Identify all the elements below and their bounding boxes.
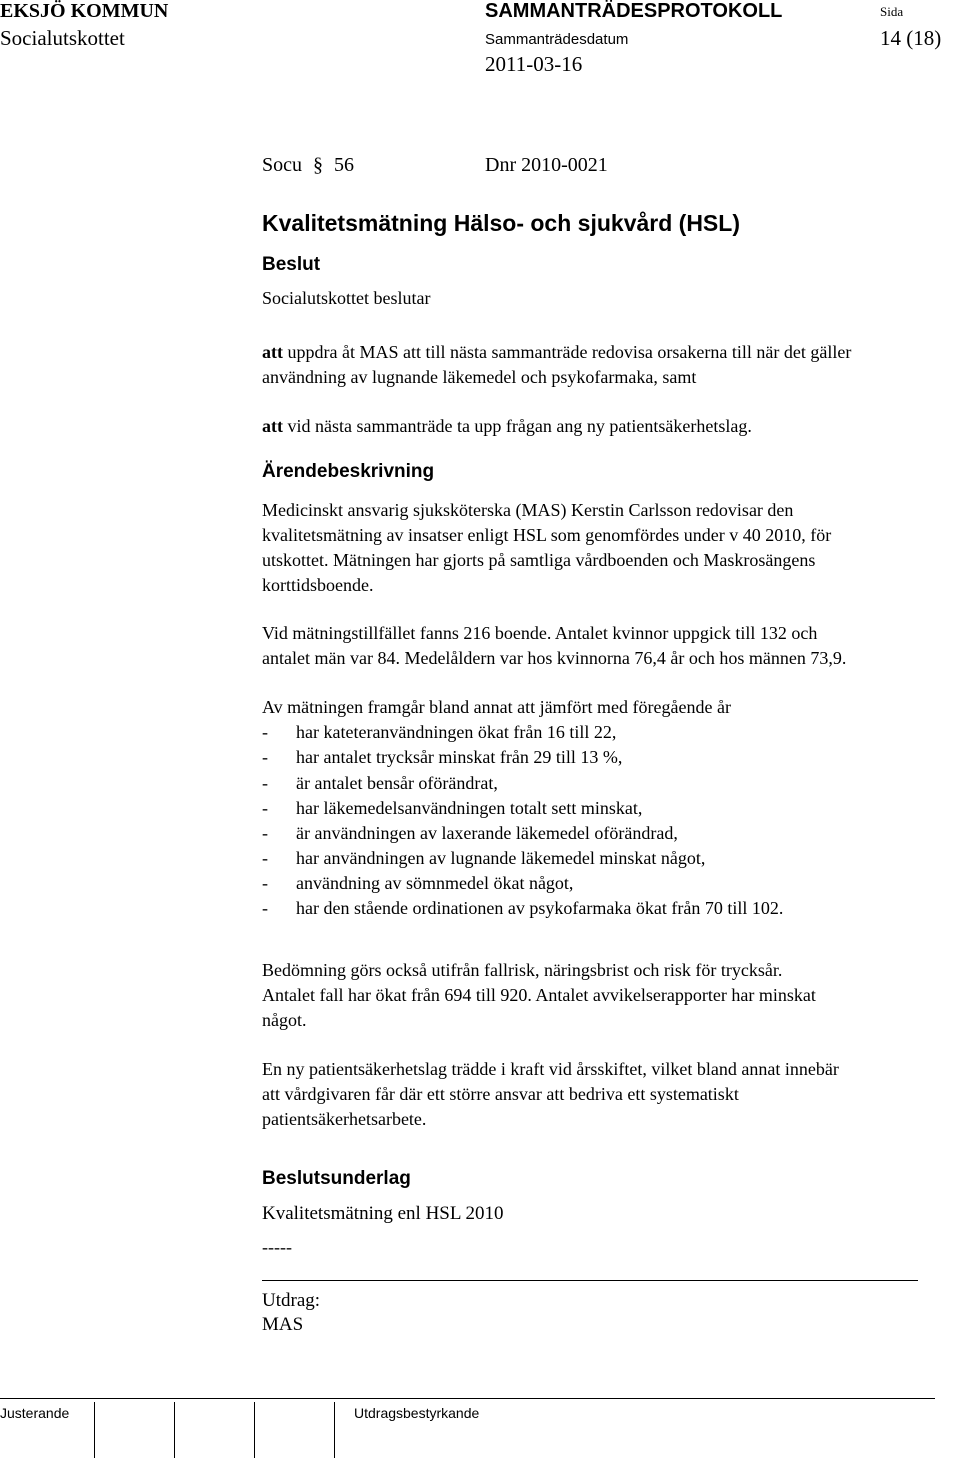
list-item: - användning av sömnmedel ökat något, (262, 873, 574, 893)
decision-item-text: vid nästa sammanträde ta upp frågan ang ny patientsäkerhetslag. (283, 416, 752, 436)
meeting-date: 2011-03-16 (485, 52, 583, 76)
org-name: EKSJÖ KOMMUN (0, 0, 169, 22)
list-item: - har kateteranvändningen ökat från 16 till 22, (262, 722, 617, 742)
text-line: antalet män var 84. Medelåldern var hos kvinnorna 76,4 år och hos männen 73,9. (262, 648, 847, 668)
case-dnr: Dnr 2010-0021 (485, 154, 608, 176)
extract-label: Utdrag: (262, 1290, 321, 1311)
description-paragraph-1 (262, 498, 831, 598)
list-item: - har antalet trycksår minskat från 29 till 13 %, (262, 747, 623, 767)
text-line: kvalitetsmätning av insatser enligt HSL som genomfördes under v 40 2010, för (262, 525, 832, 545)
decision-item-text: uppdra åt MAS att till nästa sammanträde redovisa orsakerna till när det gäller (283, 342, 852, 362)
signature-box-divider (254, 1402, 255, 1458)
decision-item-text-cont: användning av lugnande läkemedel och psykofarmaka, samt (262, 367, 697, 387)
date-label: Sammanträdesdatum (485, 31, 629, 48)
document-type: SAMMANTRÄDESPROTOKOLL (485, 0, 783, 22)
case-ref-prefix: Socu (262, 154, 302, 176)
text-line: att vårdgivaren får där ett större ansvar att bedriva ett systematiskt (262, 1084, 739, 1104)
signature-box-divider (174, 1402, 175, 1458)
page-number: 14 (18) (880, 26, 942, 50)
list-item: - har den stående ordinationen av psykofarmaka ökat från 70 till 102. (262, 898, 784, 918)
text-line: korttidsboende. (262, 575, 374, 595)
decision-item-2 (262, 414, 752, 439)
page-label: Sida (880, 4, 904, 19)
decision-item-lead: att (262, 416, 283, 436)
decision-intro: Socialutskottet beslutar (262, 288, 431, 308)
case-paragraph: 56 (334, 154, 354, 176)
decision-item-1 (262, 340, 851, 390)
description-paragraph-2 (262, 621, 846, 671)
footer-rule (0, 1398, 935, 1399)
decision-heading: Beslut (262, 254, 321, 275)
separator-dashes: ----- (262, 1237, 292, 1257)
signature-box-divider (334, 1402, 335, 1458)
basis-document: Kvalitetsmätning enl HSL 2010 (262, 1203, 504, 1224)
extract-recipient: MAS (262, 1314, 304, 1335)
description-paragraph-3 (262, 958, 816, 1033)
section-symbol: § (313, 154, 323, 176)
signature-box-divider (94, 1402, 95, 1458)
text-line: Bedömning görs också utifrån fallrisk, näringsbrist och risk för trycksår. (262, 960, 783, 980)
list-intro: Av mätningen framgår bland annat att jämfört med föregående år (262, 697, 731, 717)
list-item: - är användningen av laxerande läkemedel oförändrad, (262, 823, 678, 843)
extract-divider (262, 1280, 918, 1281)
committee-name: Socialutskottet (0, 26, 125, 50)
list-item: - har läkemedelsanvändningen totalt sett minskat, (262, 798, 643, 818)
basis-heading: Beslutsunderlag (262, 1168, 411, 1189)
text-line: Vid mätningstillfället fanns 216 boende. Antalet kvinnor uppgick till 132 och (262, 623, 818, 643)
text-line: En ny patientsäkerhetslag trädde i kraft vid årsskiftet, vilket bland annat innebär (262, 1059, 839, 1079)
decision-item-lead: att (262, 342, 283, 362)
text-line: något. (262, 1010, 307, 1030)
page-title: Kvalitetsmätning Hälso- och sjukvård (HSL) (262, 210, 740, 236)
text-line: patientsäkerhetsarbete. (262, 1109, 427, 1129)
text-line: Medicinskt ansvarig sjuksköterska (MAS) Kerstin Carlsson redovisar den (262, 500, 794, 520)
text-line: Antalet fall har ökat från 694 till 920. Antalet avvikelserapporter har minskat (262, 985, 816, 1005)
list-item: - är antalet bensår oförändrat, (262, 773, 498, 793)
footer-justerande-label: Justerande (0, 1405, 70, 1421)
footer-utdragsbestyrkande-label: Utdragsbestyrkande (354, 1405, 480, 1421)
description-heading: Ärendebeskrivning (262, 461, 435, 482)
case-reference (262, 154, 354, 177)
text-line: utskottet. Mätningen har gjorts på samtliga vårdboenden och Maskrosängens (262, 550, 816, 570)
list-item: - har användningen av lugnande läkemedel minskat något, (262, 848, 706, 868)
description-paragraph-4 (262, 1057, 839, 1132)
